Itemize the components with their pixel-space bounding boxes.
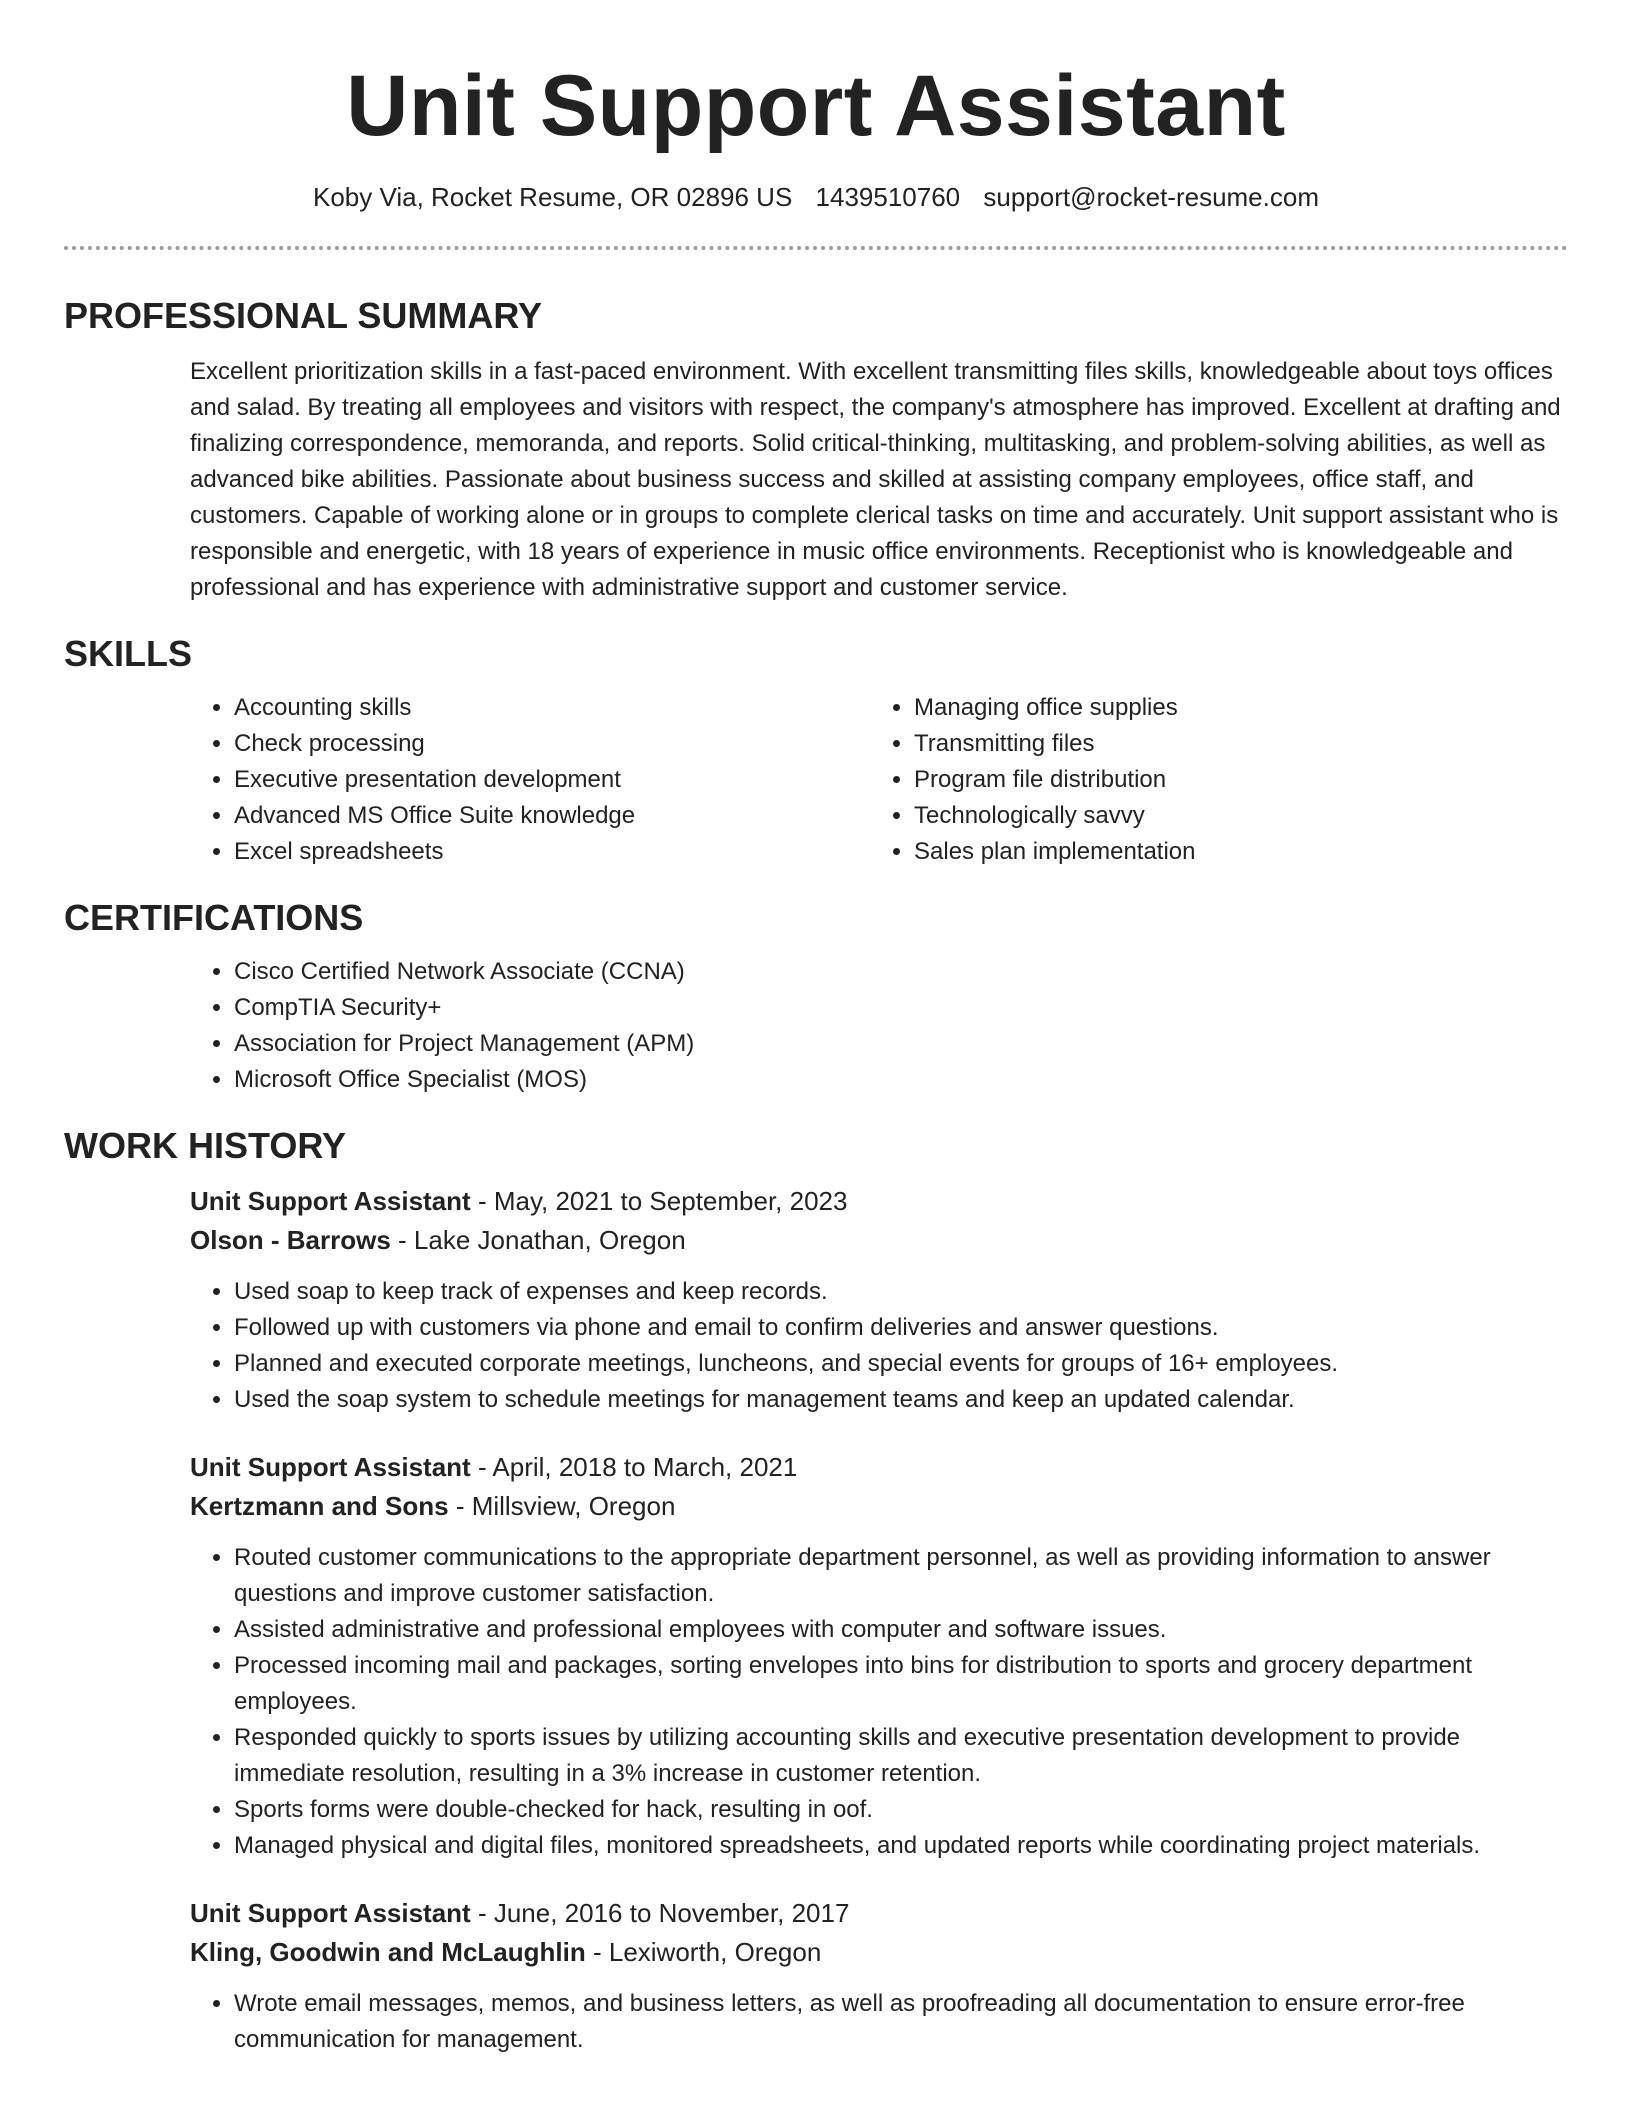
- header-divider: [64, 246, 1568, 250]
- certification-item: • Association for Project Management (APM): [234, 1026, 1568, 1062]
- job-company: Olson - Barrows: [190, 1225, 391, 1255]
- certification-item: • CompTIA Security+: [234, 990, 1568, 1026]
- skills-heading: SKILLS: [64, 633, 193, 674]
- job-company: Kling, Goodwin and McLaughlin: [190, 1937, 586, 1967]
- contact-phone: 1439510760: [815, 182, 961, 212]
- skills-list: [190, 690, 1568, 870]
- job-bullet: • Planned and executed corporate meetings, luncheons, and special events for groups of 16+ employees.: [234, 1346, 1568, 1382]
- job-title-line: [190, 1182, 1568, 1221]
- skill-item: • Excel spreadsheets: [234, 834, 870, 870]
- job-company-line: [190, 1221, 1568, 1260]
- certification-item: • Cisco Certified Network Associate (CCNA): [234, 954, 1568, 990]
- job-role: Unit Support Assistant: [190, 1186, 471, 1216]
- job-company: Kertzmann and Sons: [190, 1491, 449, 1521]
- job-bullet: • Sports forms were double-checked for hack, resulting in oof.: [234, 1792, 1568, 1828]
- skill-item: • Program file distribution: [914, 762, 1550, 798]
- resume-page: [64, 0, 1568, 2058]
- job-location: - Lake Jonathan, Oregon: [390, 1225, 686, 1255]
- job-company-line: [190, 1933, 1568, 1972]
- skill-item: • Executive presentation development: [234, 762, 870, 798]
- work-history-heading: WORK HISTORY: [64, 1125, 347, 1166]
- contact-address: Koby Via, Rocket Resume, OR 02896 US: [312, 182, 793, 212]
- job-dates: - April, 2018 to March, 2021: [470, 1452, 798, 1482]
- job-bullets: [190, 1274, 1568, 1418]
- job-bullet: • Assisted administrative and professional employees with computer and software issues.: [234, 1612, 1568, 1648]
- skill-item: • Managing office supplies: [914, 690, 1550, 726]
- job-entry: [190, 1182, 1568, 1418]
- job-bullet: • Used soap to keep track of expenses and keep records.: [234, 1274, 1568, 1310]
- job-title-line: [190, 1894, 1568, 1933]
- job-role: Unit Support Assistant: [190, 1898, 471, 1928]
- skill-item: • Advanced MS Office Suite knowledge: [234, 798, 870, 834]
- job-location: - Millsview, Oregon: [448, 1491, 676, 1521]
- skill-item: • Sales plan implementation: [914, 834, 1550, 870]
- job-bullet: • Followed up with customers via phone and email to confirm deliveries and answer questions.: [234, 1310, 1568, 1346]
- job-dates: - May, 2021 to September, 2023: [470, 1186, 848, 1216]
- certifications-heading: CERTIFICATIONS: [64, 897, 364, 938]
- skill-item: • Accounting skills: [234, 690, 870, 726]
- resume-title: Unit Support Assistant: [346, 58, 1286, 154]
- job-location: - Lexiworth, Oregon: [585, 1937, 822, 1967]
- skill-item: • Check processing: [234, 726, 870, 762]
- job-company-line: [190, 1487, 1568, 1526]
- job-entry: [190, 1448, 1568, 1864]
- job-bullet: • Managed physical and digital files, monitored spreadsheets, and updated reports while coordinating project materials.: [234, 1828, 1568, 1864]
- summary-text: Excellent prioritization skills in a fast-paced environment. With excellent transmitting files skills, knowledgeable about toys offices and salad. By treating all employees and visitors with respect, the company's atmosphere has improved. Excellent at drafting and finalizing correspondence, memoranda, and reports. Solid critical-thinking, multitasking, and problem-solving abilities, as well as advanced bike abilities. Passionate about business success and skilled at assisting company employees, office staff, and customers. Capable of working alone or in groups to complete clerical tasks on time and accurately. Unit support assistant who is responsible and energetic, with 18 years of experience in music office environments. Receptionist who is knowledgeable and professional and has experience with administrative support and customer service.: [190, 358, 1561, 601]
- certifications-list: [190, 954, 1568, 1098]
- contact-email: support@rocket-resume.com: [983, 182, 1319, 212]
- summary-heading: PROFESSIONAL SUMMARY: [64, 295, 543, 336]
- job-role: Unit Support Assistant: [190, 1452, 471, 1482]
- job-bullet: • Wrote email messages, memos, and business letters, as well as proofreading all documentation to ensure error-free communication for management.: [234, 1986, 1568, 2058]
- skill-item: • Technologically savvy: [914, 798, 1550, 834]
- job-dates: - June, 2016 to November, 2017: [470, 1898, 850, 1928]
- job-bullet: • Used the soap system to schedule meetings for management teams and keep an updated calendar.: [234, 1382, 1568, 1418]
- job-bullets: [190, 1986, 1568, 2058]
- certification-item: • Microsoft Office Specialist (MOS): [234, 1062, 1568, 1098]
- job-bullet: • Routed customer communications to the appropriate department personnel, as well as providing information to answer questions and improve customer satisfaction.: [234, 1540, 1568, 1612]
- job-bullet: • Responded quickly to sports issues by utilizing accounting skills and executive presentation development to provide immediate resolution, resulting in a 3% increase in customer retention.: [234, 1720, 1568, 1792]
- contact-line: [64, 180, 1568, 214]
- job-bullets: [190, 1540, 1568, 1864]
- job-title-line: [190, 1448, 1568, 1487]
- job-entry: [190, 1894, 1568, 2058]
- job-bullet: • Processed incoming mail and packages, sorting envelopes into bins for distribution to sports and grocery department employees.: [234, 1648, 1568, 1720]
- skill-item: • Transmitting files: [914, 726, 1550, 762]
